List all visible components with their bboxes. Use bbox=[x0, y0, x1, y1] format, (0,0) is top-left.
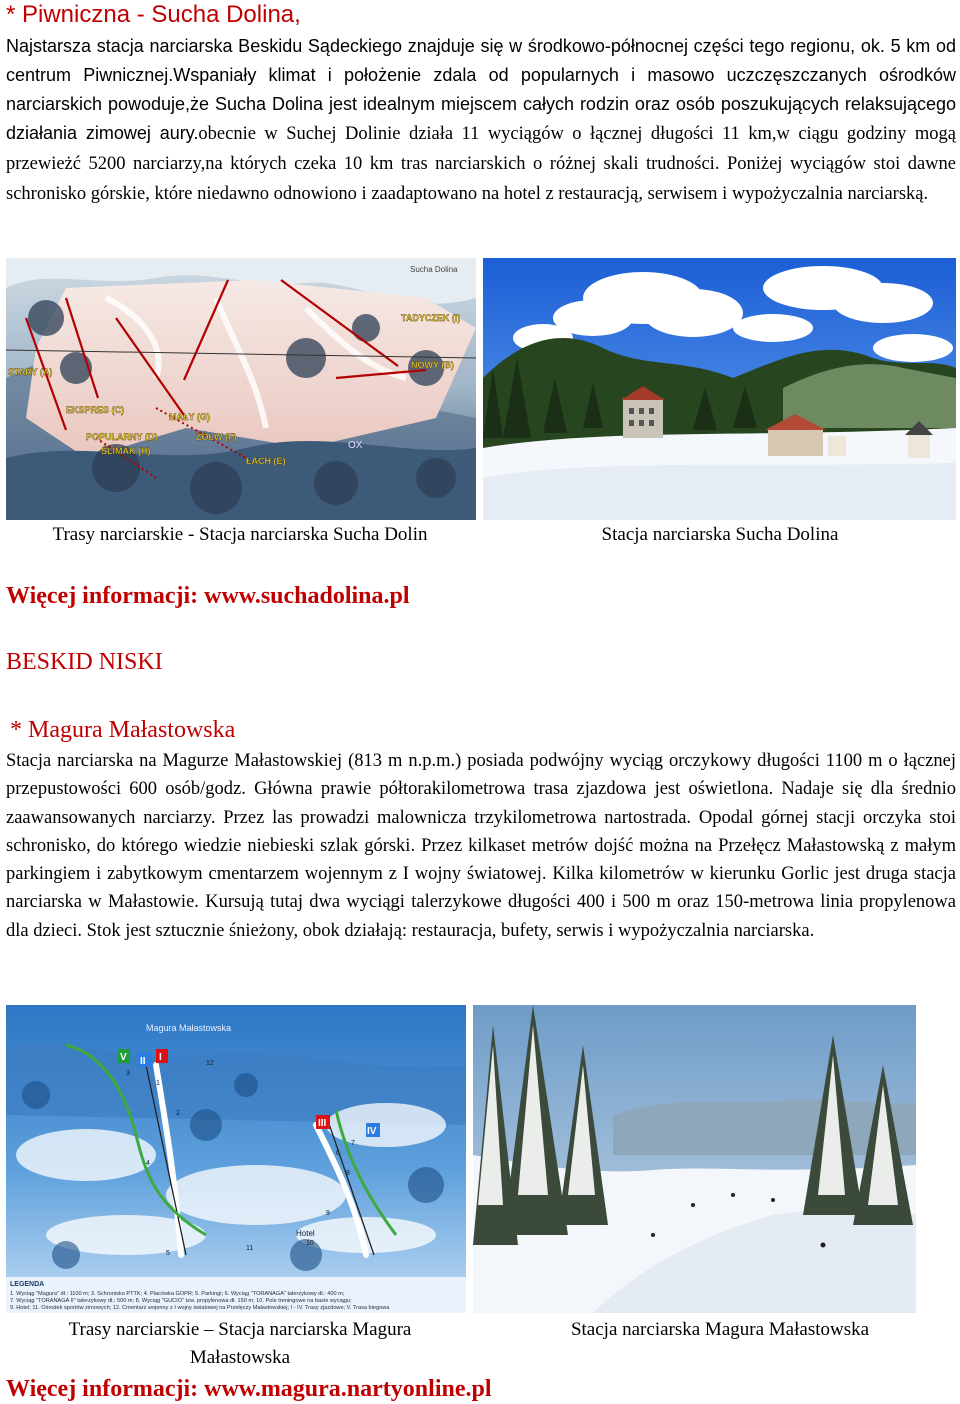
magura-legend-line-2: 7. Wyciąg "TORANAGA II" talerzykowy dł.: 500 m; 8. Wyciąg "GUCIO" tzw. propylenowa dł. 150 m; 10. Pole treningowe na bazie wyciągu; bbox=[10, 1298, 352, 1304]
sucha-dolina-trail-map bbox=[6, 258, 476, 520]
magura-map-header: Magura Małastowska bbox=[146, 1023, 232, 1033]
map-marker-roman-5: V bbox=[120, 1052, 127, 1063]
sucha-dolina-description bbox=[6, 32, 956, 209]
sucha-dolina-photo bbox=[483, 258, 956, 520]
region-title-beskid-niski: BESKID NISKI bbox=[6, 649, 163, 675]
map-num-1: 1 bbox=[156, 1080, 160, 1087]
map-num-12: 12 bbox=[206, 1060, 214, 1067]
section-title-sucha-dolina: * Piwniczna - Sucha Dolina, bbox=[6, 1, 301, 28]
map-label-ekspres: EKSPRES (C) bbox=[66, 405, 125, 415]
map-label-popularny: POPULARNY (D) bbox=[86, 432, 158, 442]
map-label-slimak: ŚLIMAK (H) bbox=[101, 446, 151, 456]
map-num-6: 6 bbox=[336, 1150, 340, 1157]
map-num-9: 9 bbox=[326, 1210, 330, 1217]
map-num-8: 8 bbox=[346, 1170, 350, 1177]
magura-legend-title: LEGENDA bbox=[10, 1281, 45, 1288]
sucha-dolina-winter-landscape bbox=[483, 258, 956, 520]
caption-sucha-dolina-map: Trasy narciarskie - Stacja narciarska Sucha Dolin bbox=[52, 524, 428, 545]
magura-trail-map-illustration bbox=[6, 1005, 466, 1313]
map-label-tadyczek: TADYCZEK (I) bbox=[401, 313, 461, 323]
map-num-2: 2 bbox=[176, 1110, 180, 1117]
caption-sucha-dolina-photo: Stacja narciarska Sucha Dolina bbox=[601, 524, 839, 545]
sucha-dolina-trail-map-illustration bbox=[6, 258, 476, 520]
section-title-magura: * Magura Małastowska bbox=[10, 717, 236, 743]
map-label-zolw: ŻÓŁW (F) bbox=[196, 432, 237, 442]
caption-magura-photo: Stacja narciarska Magura Małastowska bbox=[570, 1319, 870, 1340]
map-marker-roman-2: II bbox=[140, 1056, 146, 1067]
map-num-4: 4 bbox=[146, 1160, 150, 1167]
map-label-nowy: NOWY (B) bbox=[411, 360, 454, 370]
magura-trail-map bbox=[6, 1005, 466, 1313]
map-num-3: 3 bbox=[126, 1070, 130, 1077]
map-label-lacki: ŁACH (E) bbox=[246, 456, 286, 466]
suchadolina-link[interactable]: www.suchadolina.pl bbox=[204, 583, 410, 609]
map-label-maly: MAŁY (G) bbox=[169, 412, 210, 422]
map-label-corner: Sucha Dolina bbox=[410, 265, 458, 274]
map-label-ox: OX bbox=[348, 440, 363, 451]
caption-magura-map: Trasy narciarskie – Stacja narciarska Magura Małastowska bbox=[68, 1319, 412, 1368]
more-info-magura bbox=[6, 1375, 492, 1403]
map-num-10: 10 bbox=[306, 1240, 314, 1247]
more-info-label: Więcej informacji: bbox=[6, 583, 199, 609]
sucha-dolina-description-part-b: obecnie w Suchej Dolinie działa 11 wyciągów o łącznej długości 11 km,w ciągu godziny mogą przewieżć 5200 narciarzy,na których czeka 10 km tras narciarskich o różnej skali trudności. Poniżej wyciągów stoi dawne schronisko górskie, które niedawno odnowiono i zaadaptowano na hotel z restauracją, serwisem i wypożyczalnia narciarską. bbox=[6, 124, 956, 204]
magura-legend-line-3: 9. Hotel; 11. Ośrodek sportów zimowych; 12. Cmentarz wojenny z I wojny światowej na Przełęczy Małastowskiej; I - IV. Trasy zjazdowe; V. Trasa biegowa bbox=[10, 1305, 390, 1311]
map-marker-roman-4: IV bbox=[367, 1126, 377, 1137]
map-label-stary: STARY (A) bbox=[8, 367, 53, 377]
more-info-sucha-dolina bbox=[6, 582, 410, 610]
sucha-dolina-description-part-a: Najstarsza stacja narciarska Beskidu Sądeckiego znajduje się w środkowo-północnej części tego regionu, ok. 5 km od centrum Piwnicznej.Wspaniały klimat i położenie zdala od popularnych i masowo uczczęszczanych ośrodków narciarskich powoduje,że Sucha Dolina jest idealnym miejscem całych rodzin oraz osób poszukujących relaksującego działania zimowej aury. bbox=[6, 36, 956, 143]
magura-photo bbox=[473, 1005, 916, 1313]
map-num-11: 11 bbox=[246, 1245, 254, 1252]
map-marker-roman-1: I bbox=[159, 1052, 162, 1063]
map-num-7: 7 bbox=[351, 1140, 355, 1147]
magura-link[interactable]: www.magura.nartyonline.pl bbox=[204, 1376, 492, 1402]
magura-legend-line-1: 1. Wyciąg "Magura" dł.: 1100 m; 3. Schronisko PTTK; 4. Placówka GOPR; 5. Parkingi; 6. Wyciąg "TORANAGA" talerzykowy dł.: 400 m; bbox=[10, 1291, 345, 1297]
magura-map-hotel: Hotel bbox=[296, 1229, 315, 1238]
magura-winter-forest-slope bbox=[473, 1005, 916, 1313]
map-marker-roman-3: III bbox=[318, 1118, 327, 1129]
more-info-label-magura: Więcej informacji: bbox=[6, 1376, 199, 1402]
map-num-5: 5 bbox=[166, 1250, 170, 1257]
magura-description: Stacja narciarska na Magurze Małastowskiej (813 m n.p.m.) posiada podwójny wyciąg orczykowy długości 1100 m o łącznej przepustowości 600 osób/godz. Główna prawie półtorakilometrowa trasa zjazdowa jest oświetlona. Nadaje się dla średnio zaawansowanych narciarzy. Przez las prowadzi malownicza trzykilometrowa nartostrada. Opodal górnej stacji orczyka stoi schronisko, do którego wiedzie niebieski szlak górski. Przez kilkaset metrów dojść można na Przełęcz Małastowską z małym parkingiem i zabytkowym cmentarzem wojennym z I wojny światowej. Kilka kilometrów w kierunku Gorlic jest druga stacja narciarska w Małastowie. Kursują tutaj dwa wyciągi talerzykowe długości 400 i 500 m oraz 150-metrowa linia propylenowa dla dzieci. Stok jest sztucznie śnieżony, obok działają: restauracja, bufety, serwis i wypożyczalnia narciarska. bbox=[6, 751, 956, 941]
